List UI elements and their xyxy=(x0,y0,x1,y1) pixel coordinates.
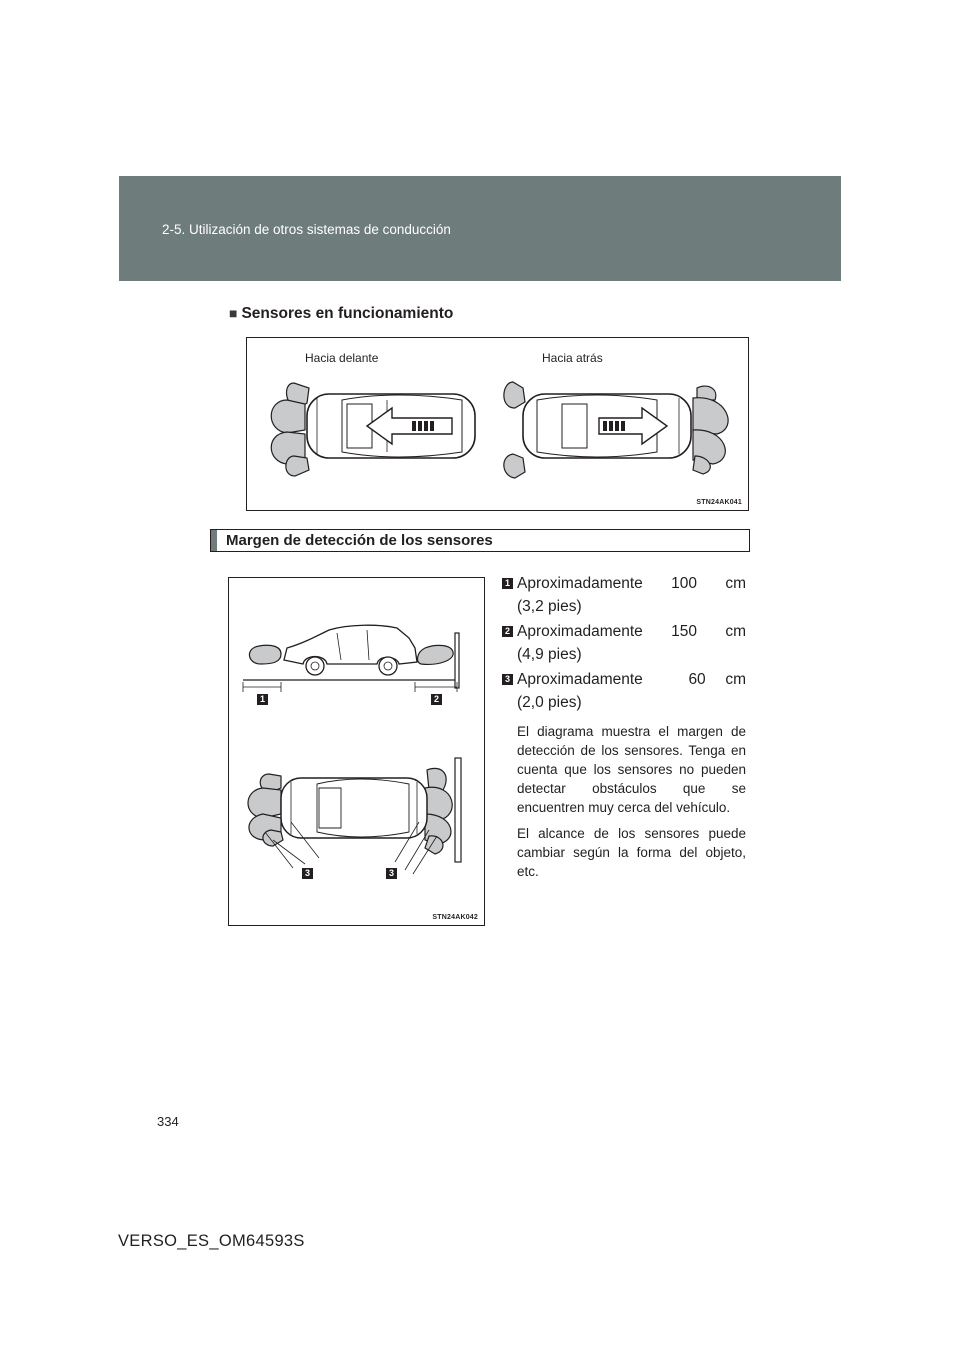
section-accent xyxy=(211,530,217,551)
list-item xyxy=(502,668,746,714)
label-forward: Hacia delante xyxy=(305,351,379,365)
item-value: 60 xyxy=(688,671,706,688)
item-value: 150 xyxy=(671,623,697,640)
item-number: 1 xyxy=(502,578,513,589)
marker-1: 1 xyxy=(257,694,268,705)
header-band xyxy=(119,176,841,281)
figure-code: STN24AK042 xyxy=(432,914,478,921)
figure-code: STN24AK041 xyxy=(696,499,742,506)
section-title-bar xyxy=(210,529,750,552)
list-item xyxy=(502,620,746,666)
item-value: 100 xyxy=(671,575,697,592)
item-sub: (3,2 pies) xyxy=(517,598,582,615)
item-word: Aproximadamente xyxy=(517,575,643,592)
detection-range-illustration xyxy=(229,578,484,925)
note-paragraph: El diagrama muestra el margen de detección de los sensores. Tenga en cuenta que los sensores no pueden detectar obstáculos que se encuentren muy cerca del vehículo. xyxy=(517,724,746,815)
item-unit: cm xyxy=(725,671,746,688)
item-unit: cm xyxy=(725,623,746,640)
note-paragraph: El alcance de los sensores puede cambiar según la forma del objeto, etc. xyxy=(517,826,746,879)
item-unit: cm xyxy=(725,575,746,592)
item-number: 3 xyxy=(502,674,513,685)
section-breadcrumb: 2-5. Utilización de otros sistemas de conducción xyxy=(162,222,451,237)
label-backward: Hacia atrás xyxy=(542,351,603,365)
square-bullet-icon: ■ xyxy=(229,305,238,321)
item-number: 2 xyxy=(502,626,513,637)
item-word: Aproximadamente xyxy=(517,623,643,640)
figure-sensors-operation xyxy=(246,337,749,511)
list-item xyxy=(502,572,746,618)
subheading xyxy=(229,305,453,323)
figure-detection-range xyxy=(228,577,485,926)
car-top-views-illustration xyxy=(247,338,748,510)
marker-2: 2 xyxy=(431,694,442,705)
item-word: Aproximadamente xyxy=(517,671,643,688)
item-sub: (4,9 pies) xyxy=(517,646,582,663)
footer-doc-id: VERSO_ES_OM64593S xyxy=(118,1232,305,1250)
detection-range-list xyxy=(502,572,746,881)
item-sub: (2,0 pies) xyxy=(517,694,582,711)
section-title: Margen de detección de los sensores xyxy=(226,532,493,549)
marker-3-left: 3 xyxy=(302,868,313,879)
page-number: 334 xyxy=(157,1114,179,1129)
subheading-text: Sensores en funcionamiento xyxy=(241,305,454,322)
marker-3-right: 3 xyxy=(386,868,397,879)
